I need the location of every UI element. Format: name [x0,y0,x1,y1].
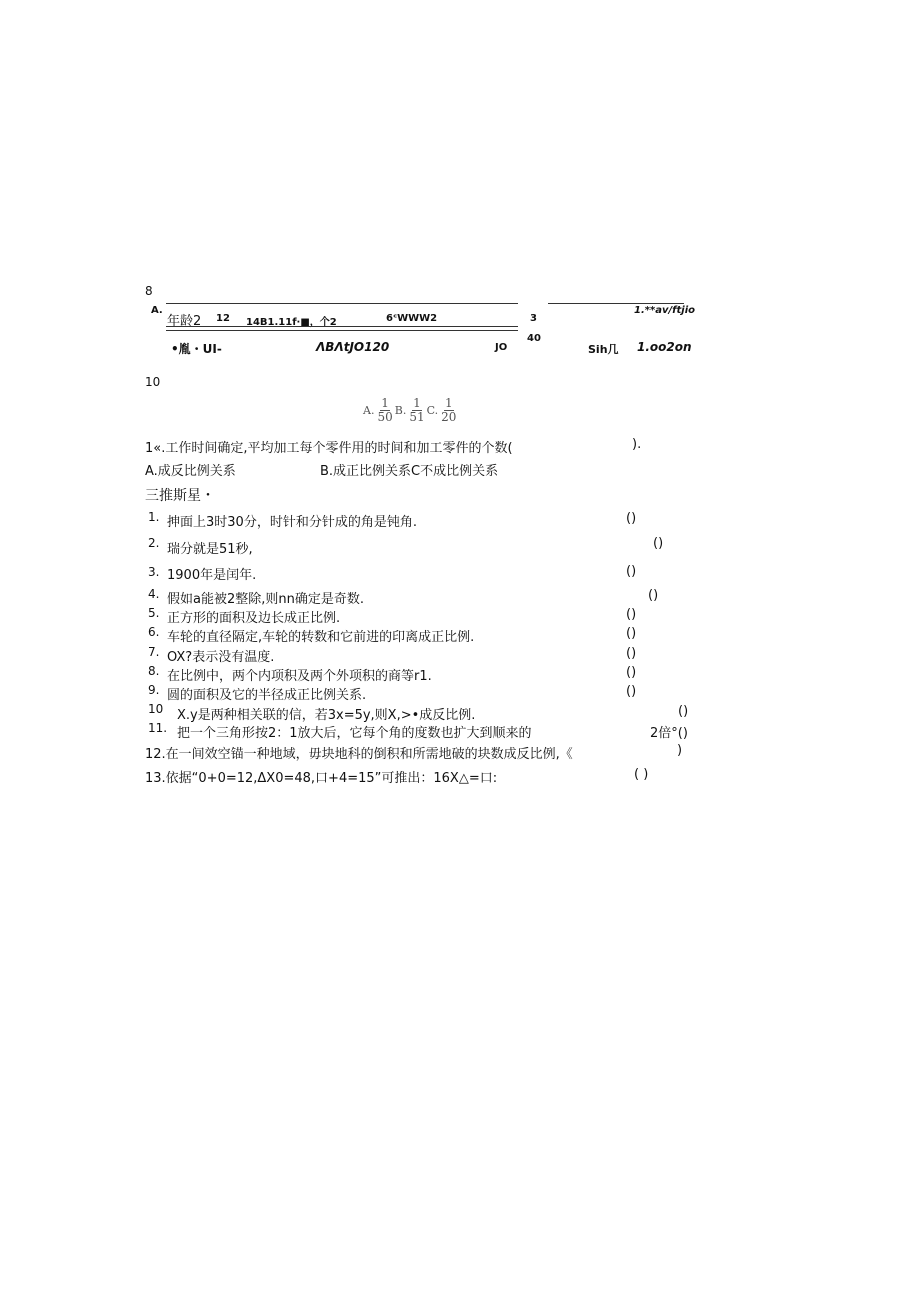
answer-paren[interactable]: ) [677,743,683,758]
item-text: 把一个三角形按2：1放大后，它每个角的度数也扩大到顺来的 [177,726,532,741]
q8-row1-cell5: 3 [530,313,537,324]
table-mid-rule-2 [166,330,518,331]
item-text: 圆的面积及它的半径成正比例关系. [167,688,367,703]
q8-row1-cell6: 1.**av/ftjio [634,305,695,316]
table-top-rule-right [548,303,684,304]
item-text: 12.在一间效空锚一种地域，毋块地科的倒积和所需地破的块数成反比例,《 [145,747,573,762]
answer-paren[interactable]: () [626,511,637,526]
item-text: 正方形的面积及边长成正比例. [167,611,341,626]
q10-option-a-fraction [377,397,392,424]
item-number: 8. [148,664,160,678]
item-text: OX?表示没有温度. [167,650,275,665]
q8-option-a: A. [151,305,163,316]
item-text: 车轮的直径隔定,车轮的转数和它前进的印离成正比例. [167,630,475,645]
answer-paren[interactable]: () [648,588,659,603]
answer-paren[interactable]: () [626,646,637,661]
item-text: 13.依据“0+0=12,ΔX0=48,口+4=15”可推出：16X△=口: [145,771,498,786]
q10-option-b-fraction [409,397,424,424]
answer-paren[interactable]: 2倍°() [650,726,688,741]
item-text: 在比例中，两个内项积及两个外项积的商等r1. [167,669,432,684]
q10-option-c-fraction [441,397,456,424]
q10-option-a-num: 1 [381,396,389,410]
q10-option-c-den: 20 [441,410,457,424]
q8-row2-cell1: •胤・UI- [171,342,222,356]
answer-paren[interactable]: () [626,607,637,622]
item-number: 9. [148,683,160,697]
q10-option-b-den: 51 [409,410,425,424]
item-number: 6. [148,625,160,639]
item-number: 10 [148,702,164,716]
q10-option-b-num: 1 [413,396,421,410]
item-number: 7. [148,645,160,659]
item-text: 1900年是闰年. [167,568,257,583]
answer-paren[interactable]: () [626,626,637,641]
q10-option-a-label: A. [363,404,375,417]
q8-row1-cell4: 6ᶜWWW2 [386,313,438,324]
item-number: 4. [148,587,160,601]
section-heading: 三推斯星・ [145,488,215,504]
item-number: 1. [148,510,160,524]
item-text: 瑞分就是51秒, [167,542,253,557]
table-top-rule [166,303,518,304]
q8-row1-cell1: 年龄2 [167,314,202,329]
answer-paren[interactable]: () [678,704,689,719]
item-number: 2. [148,536,160,550]
answer-paren[interactable]: ( ) [634,767,649,782]
item-number: 5. [148,606,160,620]
q8-row2-cell3: JO [495,342,508,353]
answer-paren[interactable]: () [626,684,637,699]
q8-row2-cell6: 1.oo2on [637,340,692,354]
q8-row2-cell2: ΛBΛtJO120 [316,340,390,354]
item-text: 抻面上3时30分，时针和分针成的角是钝角. [167,515,417,530]
answer-paren[interactable]: () [626,665,637,680]
q8-row2-cell5: Sih几 [588,343,619,356]
item-text: 假如a能被2整除,则nn确定是奇数. [167,592,364,607]
item-number: 3. [148,565,160,579]
q11-option-bc: B.成正比例关系C不成比例关系 [320,464,499,479]
item-number: 11. [148,721,168,735]
q11-close: ). [632,437,642,452]
table-mid-rule [166,326,518,327]
q10-option-c-num: 1 [444,396,453,410]
q11-text: 1«.工作时间确定,平均加工每个零件用的时间和加工零件的个数( [145,441,513,456]
q10-number: 10 [145,375,161,389]
q8-row2-cell4: 40 [527,333,541,344]
q10-options [363,397,456,424]
answer-paren[interactable]: () [626,564,637,579]
q8-row1-cell2: 12 [216,313,230,324]
q10-option-a-den: 50 [377,410,393,424]
q8-row1-cell3: 14B1.11f·■，个2 [246,317,337,328]
q10-option-b-label: B. [394,404,407,417]
answer-paren[interactable]: () [653,536,664,551]
q8-number: 8 [145,284,153,298]
item-text: X.y是两种相关联的信，若3x=5y,则X,>•成反比例. [177,708,476,723]
q10-option-c-label: C. [426,404,439,417]
q11-option-a: A.成反比例关系 [145,464,236,479]
